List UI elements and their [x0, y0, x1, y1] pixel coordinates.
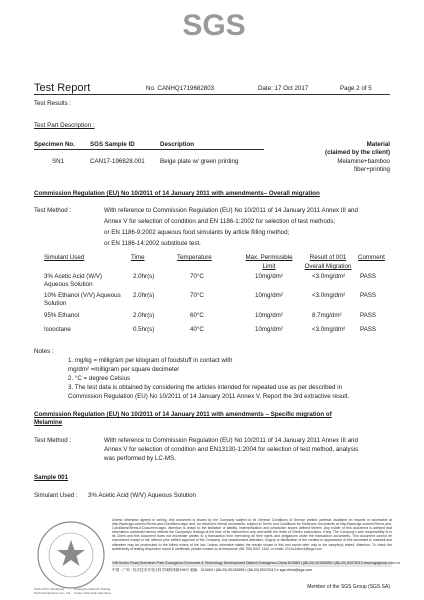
simulant-used-label: Simulant Used :	[34, 492, 78, 499]
table-row-comment: PASS	[360, 292, 377, 299]
note-line: 3. The test data is obtained by considering the articles intended for repeated use as per described in	[68, 384, 343, 391]
description-value: Beige plate w/ green printing	[160, 158, 239, 165]
test-method-line-2: Annex V for selection of condition and EN13130-1:2004 for selection of test method, analysis	[104, 446, 359, 453]
simulant-used-value: 3% Acetic Acid (W/V) Aqueous Solution	[88, 492, 196, 499]
table-row-simulant: 10% Ethanol (V/V) Aqueous	[44, 292, 121, 299]
table-row-limit: 10mg/dm²	[255, 273, 283, 280]
table-row-result: 8.7mg/dm²	[312, 312, 342, 319]
note-line: 1. mg/kg = milligram per kilogram of foodstuff in contact with	[68, 357, 233, 364]
table-row-result: <3.0mg/dm²	[312, 273, 346, 280]
table-row-limit: 10mg/dm²	[255, 292, 283, 299]
col-description: Description	[160, 141, 195, 148]
table-row-simulant: Isooctane	[44, 326, 71, 333]
sgs-logo	[182, 8, 246, 42]
col-simulant: Simulant Used	[44, 254, 85, 261]
specimen-table-rule	[34, 149, 264, 150]
table-row-limit: 10mg/dm²	[255, 312, 283, 319]
table-row-temp: 70°C	[190, 292, 204, 299]
table-row-time: 2.0hr(s)	[133, 292, 155, 299]
sample-id-value: CAN17-196828.001	[90, 158, 145, 165]
test-method-line: Annex V for selection of condition and EN 1186-1:2002 for selection of test methods;	[104, 218, 336, 225]
table-row-simulant: 3% Acetic Acid (W/V)	[44, 273, 103, 280]
table-row-time: 0.5hr(s)	[133, 326, 155, 333]
test-method-line-2: was performed by LC-MS.	[104, 455, 176, 462]
page-number: Page 2 of 5	[340, 85, 372, 92]
authenticity-note: Attention: To check the authenticity of testing /inspection report & certificate, please contact us at telephone: (86-755) 8307 1443, or email: CN.Doccheck@sgs.com	[112, 542, 392, 551]
table-row-temp: 40°C	[190, 326, 204, 333]
table-row-time: 2.0hr(s)	[133, 312, 155, 319]
terms-fine-print	[112, 518, 392, 551]
specific-migration-heading: Commission Regulation (EU) No 10/2011 of 14 January 2011 with amendments – Specific migration of	[34, 411, 332, 418]
report-date: Date: 17 Oct 2017	[258, 85, 309, 92]
table-row-time: 2.0hr(s)	[133, 273, 155, 280]
material-value-line2: fiber+printing	[354, 166, 390, 173]
table-row-simulant-line2: Aqueous Solution	[44, 281, 93, 288]
table-row-simulant-line2: Solution	[44, 300, 67, 307]
col-specimen-no: Specimen No.	[34, 141, 75, 148]
test-part-description-label: Test Part Description :	[34, 122, 95, 129]
note-line: mg/dm² =milligram per square decimeter	[68, 366, 180, 373]
header-rule	[34, 94, 390, 95]
table-row-limit: 10mg/dm²	[255, 326, 283, 333]
table-row-comment: PASS	[360, 326, 377, 333]
overall-migration-heading: Commission Regulation (EU) No 10/2011 of 14 January 2011 with amendments– Overall migration	[34, 190, 320, 197]
col-max-limit-line2: Limit	[262, 263, 276, 270]
sample-heading: Sample 001	[34, 474, 69, 481]
note-line: Commission Regulation (EU) No 10/2011 of 14 January 2011 Annex V. Report the 3rd extractive result.	[68, 393, 350, 400]
test-results-label: Test Results :	[34, 100, 72, 107]
official-seal	[34, 518, 108, 592]
col-material: Material	[366, 141, 390, 148]
seal-caption-left: SGS-CSTC Standards Technical Services Co., Ltd.	[34, 587, 72, 595]
col-time: Time	[131, 254, 145, 261]
col-material-note: (claimed by the client)	[325, 149, 390, 156]
test-method-line: or EN 1186-9:2002 aqueous food simulants by article filling method;	[104, 229, 290, 236]
terms-text: Unless otherwise agreed in writing, this document is issued by the Company subject to its General Conditions of Service printed overleaf, available on request or accessible at http://www.sgs.com/en/Terms-and-Conditions.aspx and, for electronic format documents, subject to Terms and Conditions for Electronic Documents at http://www.sgs.com/en/Terms-and-Conditions/Terms-e-Document.aspx. Attention is drawn to the limitation of liability, indemnification and jurisdiction issues defined therein. Any holder of this document is advised that information contained hereon reflects the Company's findings at the time of its intervention only and within the limits of Client's instructions, if any. The Company's sole responsibility is to its Client and this document does not exonerate parties to a transaction from exercising all their rights and obligations under the transaction documents. This document cannot be reproduced except in full, without prior written approval of the Company. Any unauthorized alteration, forgery or falsification of the content or appearance of this document is unlawful and offenders may be prosecuted to the fullest extent of the law. Unless otherwise stated the results shown in this test report refer only to the sample(s) tested.	[112, 518, 392, 547]
col-comment: Comment	[358, 254, 385, 261]
test-method-line-2: With reference to Commission Regulation (EU) No 10/2011 of 14 January 2011 Annex III and	[104, 437, 358, 444]
table-row-comment: PASS	[360, 273, 377, 280]
table-row-simulant: 95% Ethanol	[44, 312, 80, 319]
report-number: No. CANHQ1719682803	[146, 85, 215, 92]
address-strip-cn: 中国 · 广州 · 经济技术开发区科学城科珠路198号 邮编：510663 t (86-20) 82155555 f (86-20) 82075113 e sgs.china@sgs.com	[112, 568, 312, 572]
material-value: Melamine+bamboo	[337, 158, 390, 165]
col-result: Result of 001	[309, 254, 347, 261]
table-row-temp: 60°C	[190, 312, 204, 319]
test-method-line: With reference to Commission Regulation (EU) No 10/2011 of 14 January 2011 Annex III and	[104, 207, 358, 214]
member-line: Member of the SGS Group (SGS SA)	[307, 584, 390, 590]
col-max-limit: Max. Permissible	[245, 254, 293, 261]
specific-migration-heading-line2: Melamine	[34, 419, 63, 426]
col-result-line2: Overall Migration	[304, 263, 352, 270]
table-row-comment: PASS	[360, 312, 377, 319]
test-method-label-2: Test Method :	[34, 437, 72, 444]
notes-label: Notes :	[34, 348, 54, 355]
test-method-label: Test Method :	[34, 207, 72, 214]
col-sample-id: SGS Sample ID	[90, 141, 135, 148]
specimen-no-value: SN1	[52, 158, 65, 165]
address-strip-en: 198 Kezhu Road,Scientech Park Guangzhou Economic & Technology Development District,Guangzhou,China 510663 t (86-20) 82155555 f (86-20) 82075113 www.sgsgroup.com.cn	[112, 561, 400, 565]
col-temperature: Temperature	[177, 254, 212, 261]
report-title: Test Report	[34, 82, 91, 94]
table-row-result: <3.0mg/dm²	[312, 326, 346, 333]
table-row-temp: 70°C	[190, 273, 204, 280]
table-row-result: <3.0mg/dm²	[312, 292, 346, 299]
sgs-logo-text: SGS	[182, 9, 246, 42]
test-method-line: or EN 1186-14:2002 substitute test.	[104, 240, 201, 247]
note-line: 2. °C = degree Celsius	[68, 375, 131, 382]
seal-caption-right: Guangzhou Branch Testing Center Chemical Laboratory	[74, 587, 112, 595]
